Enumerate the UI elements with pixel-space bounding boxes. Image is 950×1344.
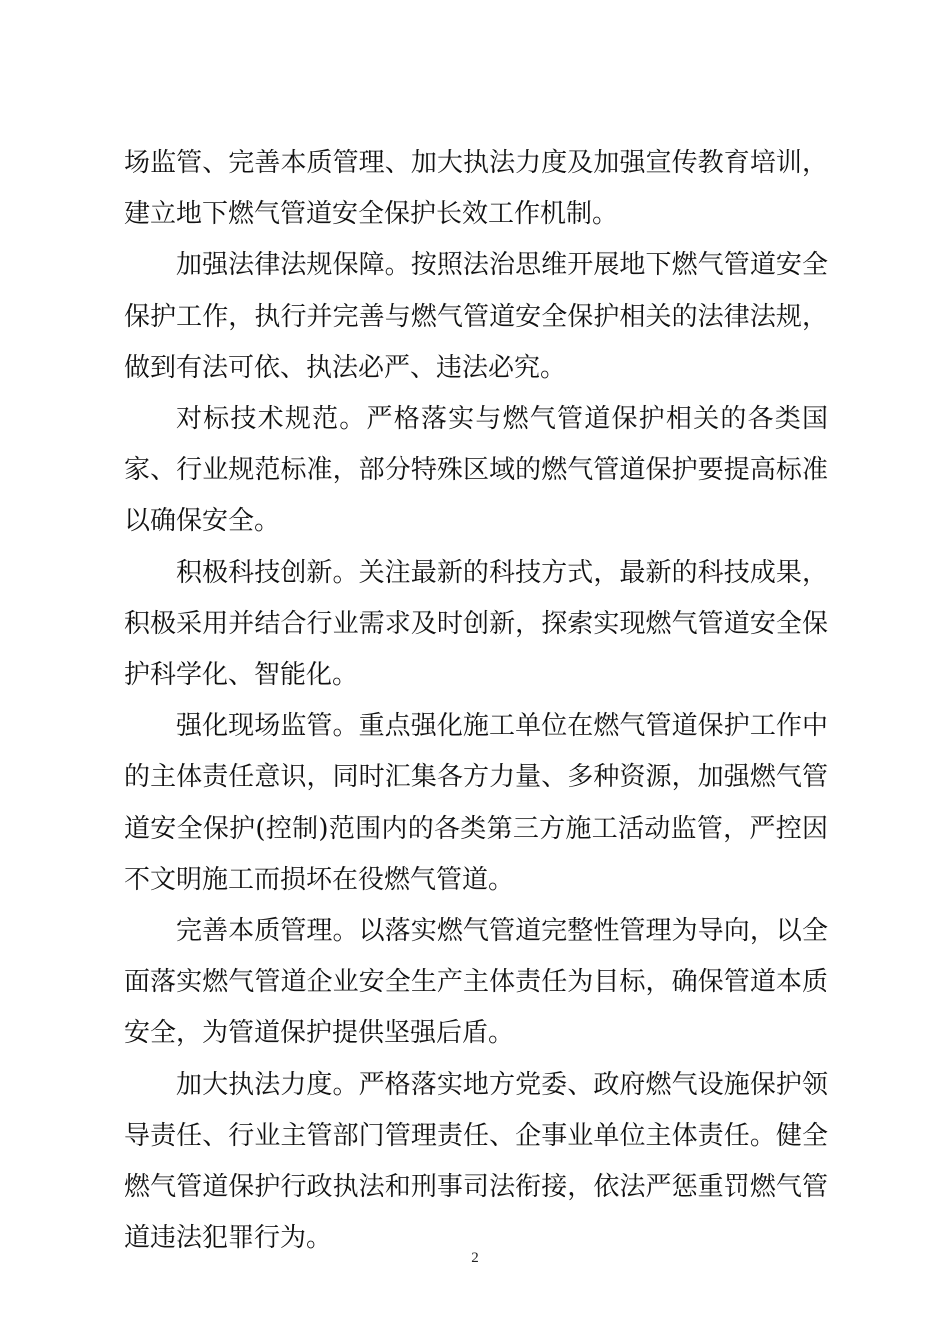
body-text xyxy=(124,138,828,1264)
paragraph-site-supervision: 强化现场监管。重点强化施工单位在燃气管道保护工作中的主体责任意识，同时汇集各方力量、多种资源，加强燃气管道安全保护(控制)范围内的各类第三方施工活动监管，严控因不文明施工而损坏在役燃气管道。 xyxy=(124,711,828,895)
paragraph-tech-innovation: 积极科技创新。关注最新的科技方式，最新的科技成果，积极采用并结合行业需求及时创新，探索实现燃气管道安全保护科学化、智能化。 xyxy=(124,557,828,691)
paragraph-law-enforcement: 加大执法力度。严格落实地方党委、政府燃气设施保护领导责任、行业主管部门管理责任、企事业单位主体责任。健全燃气管道保护行政执法和刑事司法衔接，依法严惩重罚燃气管道违法犯罪行为。 xyxy=(124,1069,828,1254)
paragraph-technical-standards: 对标技术规范。严格落实与燃气管道保护相关的各类国家、行业规范标准，部分特殊区域的燃气管道保护要提高标准以确保安全。 xyxy=(124,404,828,537)
page-number: 2 xyxy=(471,1250,479,1266)
paragraph-continued: 场监管、完善本质管理、加大执法力度及加强宣传教育培训，建立地下燃气管道安全保护长效工作机制。 xyxy=(124,148,828,230)
paragraph-legal-safeguards: 加强法律法规保障。按照法治思维开展地下燃气管道安全保护工作，执行并完善与燃气管道安全保护相关的法律法规，做到有法可依、执法必严、违法必究。 xyxy=(124,250,828,383)
paragraph-intrinsic-management: 完善本质管理。以落实燃气管道完整性管理为导向，以全面落实燃气管道企业安全生产主体责任为目标，确保管道本质安全，为管道保护提供坚强后盾。 xyxy=(124,916,828,1049)
